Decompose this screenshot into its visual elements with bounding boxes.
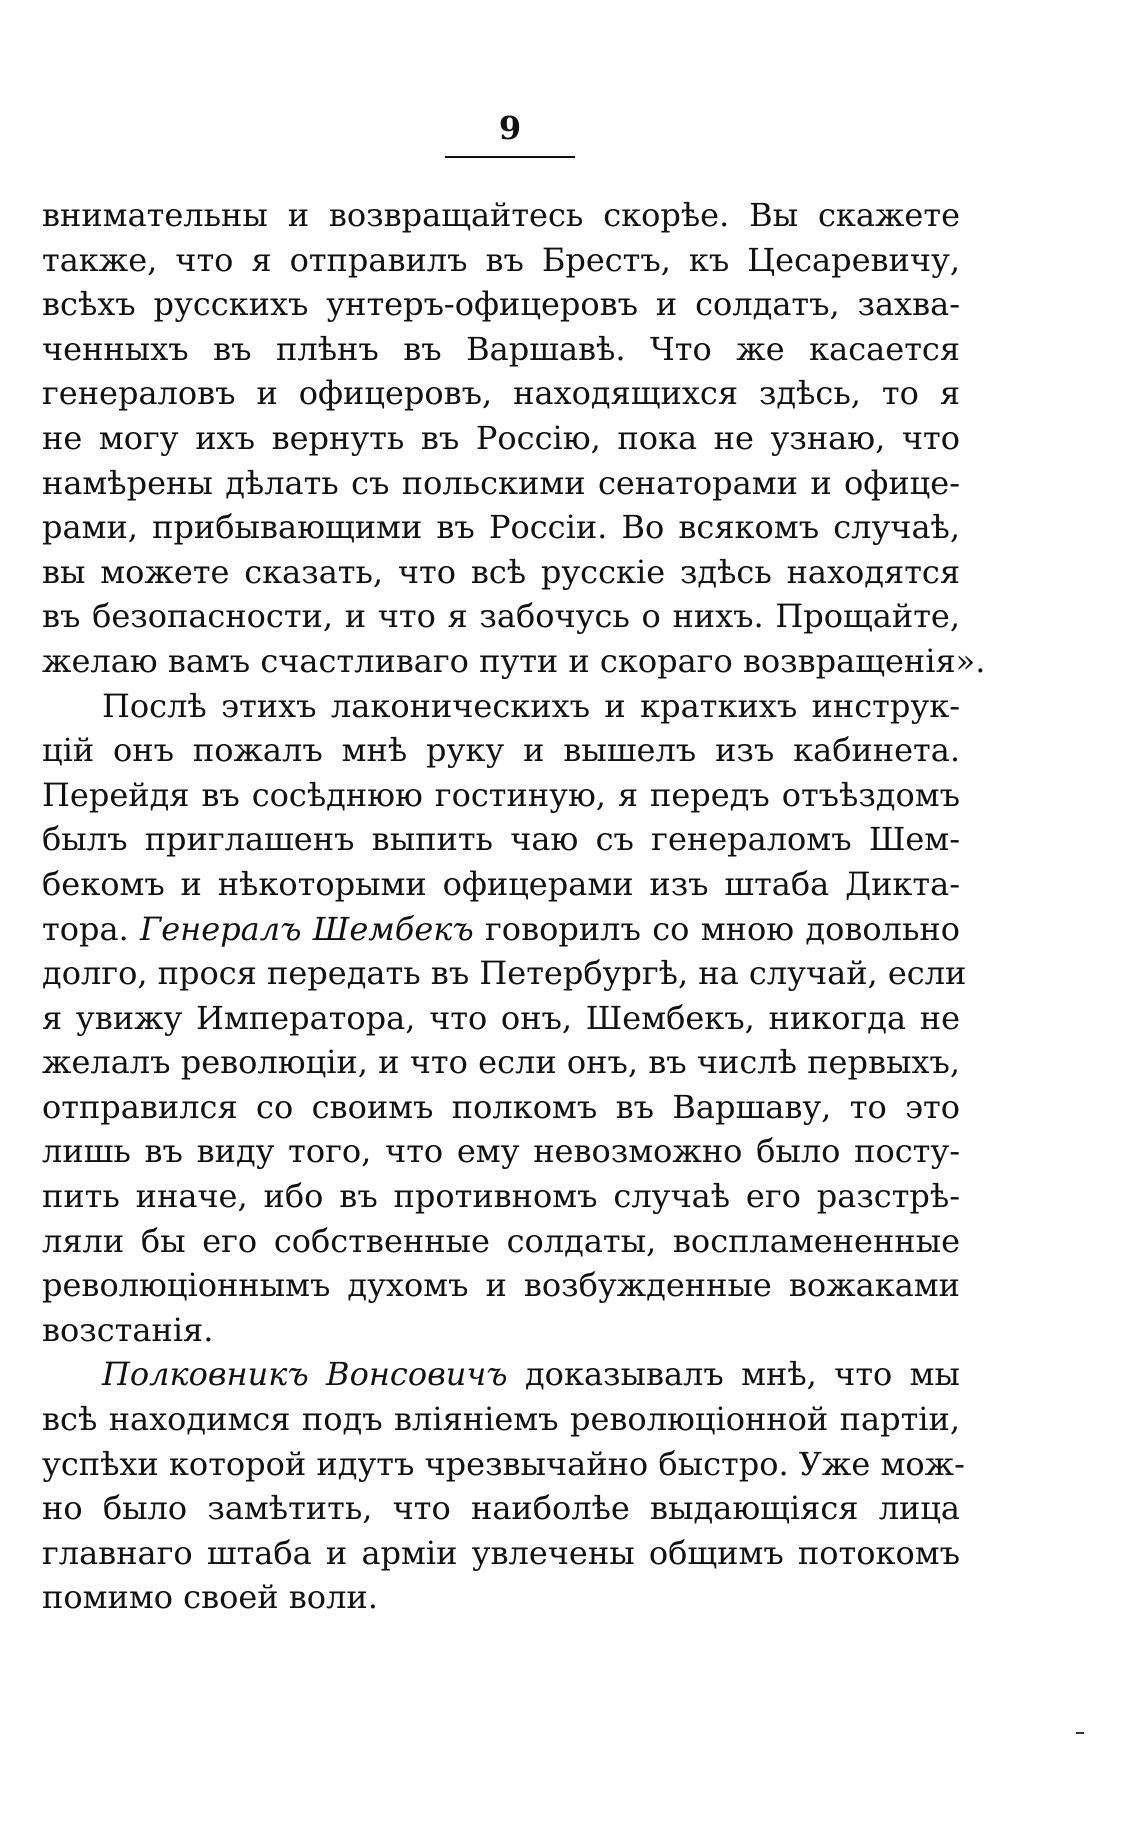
text-line: Послѣ этихъ лаконическихъ и краткихъ инструк-	[102, 686, 960, 725]
text-line: пить иначе, ибо въ противномъ случаѣ его разстрѣ-	[42, 1177, 960, 1216]
page-number: 9	[498, 109, 522, 147]
text-line: возстанія.	[42, 1310, 214, 1349]
text-run: говорилъ со мною довольно	[485, 909, 960, 948]
text-line: всѣ находимся подъ вліяніемъ революціонной партіи,	[42, 1400, 960, 1439]
paragraph-2	[42, 684, 967, 1353]
text-line: внимательны и возвращайтесь скорѣе. Вы скажете	[42, 196, 960, 234]
text-run: доказывалъ мнѣ, что мы	[524, 1355, 961, 1394]
page-number-rule	[445, 156, 575, 158]
text-line: ляли бы его собственные солдаты, воспламененные	[42, 1221, 960, 1260]
text-line: ченныхъ въ плѣнъ въ Варшавѣ. Что же касается	[42, 329, 960, 368]
text-line: желаю вамъ счастливаго пути и скораго возвращенія».	[42, 641, 986, 680]
text-line: всѣхъ русскихъ унтеръ-офицеровъ и солдатъ, захва-	[42, 285, 960, 324]
text-line: лишь въ виду того, что ему невозможно было посту-	[42, 1132, 960, 1171]
text-line: не могу ихъ вернуть въ Россію, пока не узнаю, что	[42, 418, 960, 457]
text-line: революціоннымъ духомъ и возбужденные вожаками	[42, 1266, 960, 1305]
text-line-mixed	[42, 1352, 960, 1397]
text-line: въ безопасности, и что я забочусь о нихъ. Прощайте,	[42, 597, 960, 636]
paragraph-1	[42, 193, 986, 684]
text-line: былъ приглашенъ выпить чаю съ генераломъ Шем-	[42, 820, 960, 859]
text-line: желалъ революціи, и что если онъ, въ числѣ первыхъ,	[42, 1043, 960, 1082]
text-line: долго, прося передать въ Петербургѣ, на случай, если	[42, 954, 967, 993]
text-line: успѣхи которой идутъ чрезвычайно быстро. Уже мож-	[42, 1444, 965, 1483]
text-line: отправился со своимъ полкомъ въ Варшаву, то это	[42, 1087, 960, 1126]
italic-name: Генералъ Шембекъ	[140, 909, 474, 948]
text-line: намѣрены дѣлать съ польскими сенаторами и офице-	[42, 463, 960, 502]
text-run: тора.	[42, 909, 129, 948]
text-line: рами, прибывающими въ Россіи. Во всякомъ случаѣ,	[42, 508, 960, 547]
text-line: также, что я отправилъ въ Брестъ, къ Цесаревичу,	[42, 240, 960, 279]
text-line-mixed	[42, 907, 960, 952]
text-line: генераловъ и офицеровъ, находящихся здѣсь, то я	[42, 374, 960, 413]
scan-mark	[1076, 1732, 1084, 1734]
text-line: помимо своей воли.	[42, 1578, 378, 1617]
text-line: цій онъ пожалъ мнѣ руку и вышелъ изъ кабинета.	[42, 731, 960, 770]
text-line: я увижу Императора, что онъ, Шембекъ, никогда не	[42, 998, 960, 1037]
body-text	[42, 193, 986, 1620]
paragraph-3	[42, 1352, 965, 1620]
text-line: вы можете сказать, что всѣ русскіе здѣсь находятся	[42, 552, 960, 591]
text-line: бекомъ и нѣкоторыми офицерами изъ штаба Дикта-	[42, 864, 960, 903]
text-line: Перейдя въ сосѣднюю гостиную, я передъ отъѣздомъ	[42, 775, 960, 814]
text-line: главнаго штаба и арміи увлечены общимъ потокомъ	[42, 1533, 960, 1572]
italic-name: Полковникъ Вонсовичъ	[102, 1355, 508, 1394]
text-line: но было замѣтить, что наиболѣе выдающіяся лица	[42, 1489, 960, 1528]
